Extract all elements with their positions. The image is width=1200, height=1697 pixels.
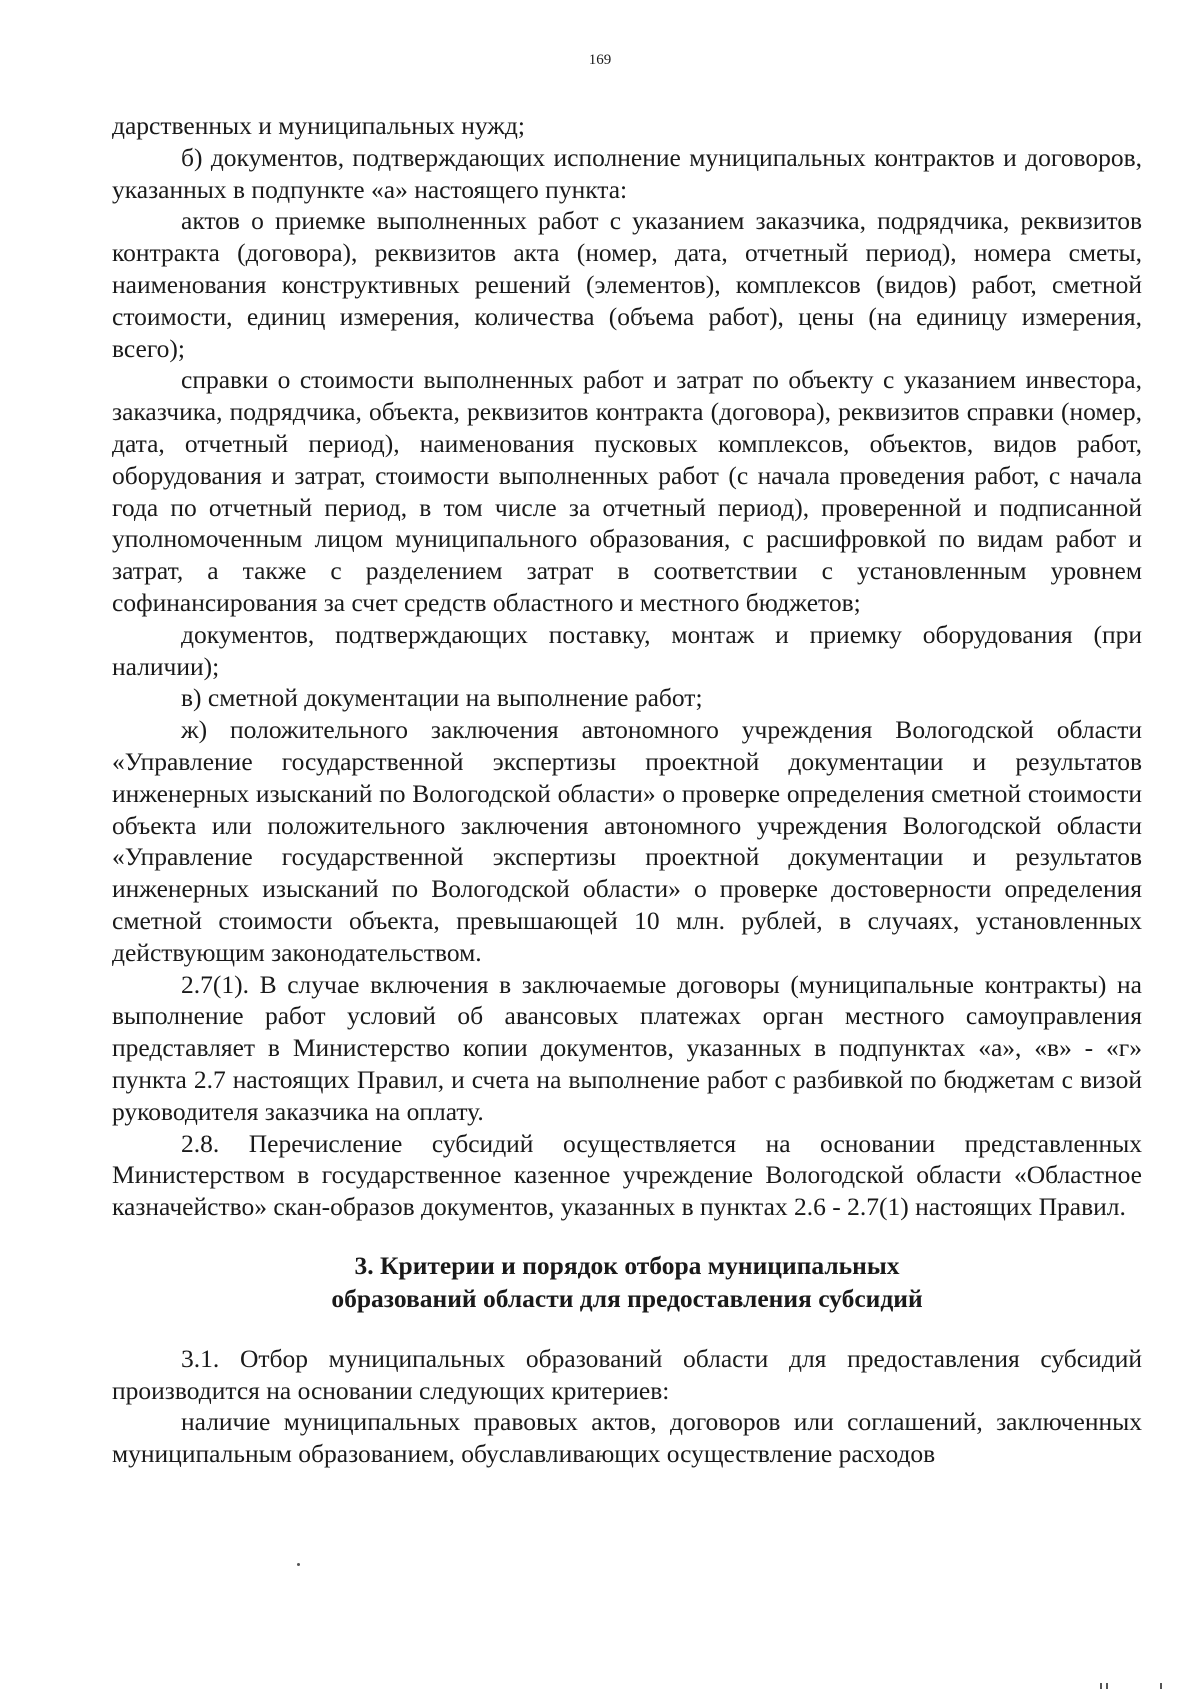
section-heading	[112, 1249, 1142, 1315]
paragraph-item-v: в) сметной документации на выполнение работ;	[181, 683, 703, 713]
scan-speck	[1100, 1683, 1102, 1689]
paragraph-2-7-1: 2.7(1). В случае включения в заключаемые договоры (муниципальные контракты) на выполнение работ условий об авансовых платежах орган местного самоуправления представляет в Министерство копии документов, указанных в подпунктах «а», «в» - «г» пункта 2.7 настоящих Правил, и счета на выполнение работ с разбивкой по бюджетам с визой руководителя заказчика на оплату.	[112, 969, 1142, 1126]
paragraph-certificates: справки о стоимости выполненных работ и затрат по объекту с указанием инвестора, заказчика, подрядчика, объекта, реквизитов контракта (договора), реквизитов справки (номер, дата, отчетный период), наименования пусковых комплексов, объектов, видов работ, оборудования и затрат, стоимости выполненных работ (с начала проведения работ, с начала года по отчетный период, в том числе за отчетный период), проверенной и подписанной уполномоченным лицом муниципального образования, с расшифровкой по видам работ и затрат, а также с разделением затрат в соответствии с установленным уровнем софинансирования за счет средств областного и местного бюджетов;	[112, 365, 1142, 617]
section-heading-line2: образований области для предоставления субсидий	[331, 1283, 923, 1313]
scan-speck	[297, 1563, 300, 1566]
scan-speck	[1160, 1683, 1162, 1689]
page-number: 169	[588, 52, 612, 68]
paragraph-continuation: дарственных и муниципальных нужд;	[112, 111, 525, 140]
paragraph-3-1: 3.1. Отбор муниципальных образований области для предоставления субсидий производится на основании следующих критериев:	[112, 1343, 1142, 1405]
section-heading-line1: 3. Критерии и порядок отбора муниципальных	[354, 1250, 900, 1280]
paragraph-2-8: 2.8. Перечисление субсидий осуществляется на основании представленных Министерством в государственное казенное учреждение Вологодской области «Областное казначейство» скан-образов документов, указанных в пунктах 2.6 - 2.7(1) настоящих Правил.	[112, 1128, 1142, 1222]
paragraph-item-zh: ж) положительного заключения автономного учреждения Вологодской области «Управление государственной экспертизы проектной документации и результатов инженерных изысканий по Вологодской области» о проверке определения сметной стоимости объекта или положительного заключения автономного учреждения Вологодской области «Управление государственной экспертизы проектной документации и результатов инженерных изысканий по Вологодской области» о проверке достоверности определения сметной стоимости объекта, превышающей 10 млн. рублей, в случаях, установленных действующим законодательством.	[112, 715, 1142, 967]
paragraph-acts: актов о приемке выполненных работ с указанием заказчика, подрядчика, реквизитов контракта (договора), реквизитов акта (номер, дата, отчетный период), номера сметы, наименования конструктивных решений (элементов), комплексов (видов) работ, сметной стоимости, единиц измерения, количества (объема работ), цены (на единицу измерения, всего);	[112, 206, 1142, 363]
scan-speck	[1106, 1683, 1108, 1689]
paragraph-equipment-docs: документов, подтверждающих поставку, монтаж и приемку оборудования (при наличии);	[112, 619, 1142, 681]
paragraph-criteria: наличие муниципальных правовых актов, договоров или соглашений, заключенных муниципальным образованием, обуславливающих осуществление расходов	[112, 1407, 1142, 1469]
paragraph-item-b: б) документов, подтверждающих исполнение муниципальных контрактов и договоров, указанных в подпункте «а» настоящего пункта:	[112, 142, 1142, 204]
document-body	[112, 110, 1142, 1470]
